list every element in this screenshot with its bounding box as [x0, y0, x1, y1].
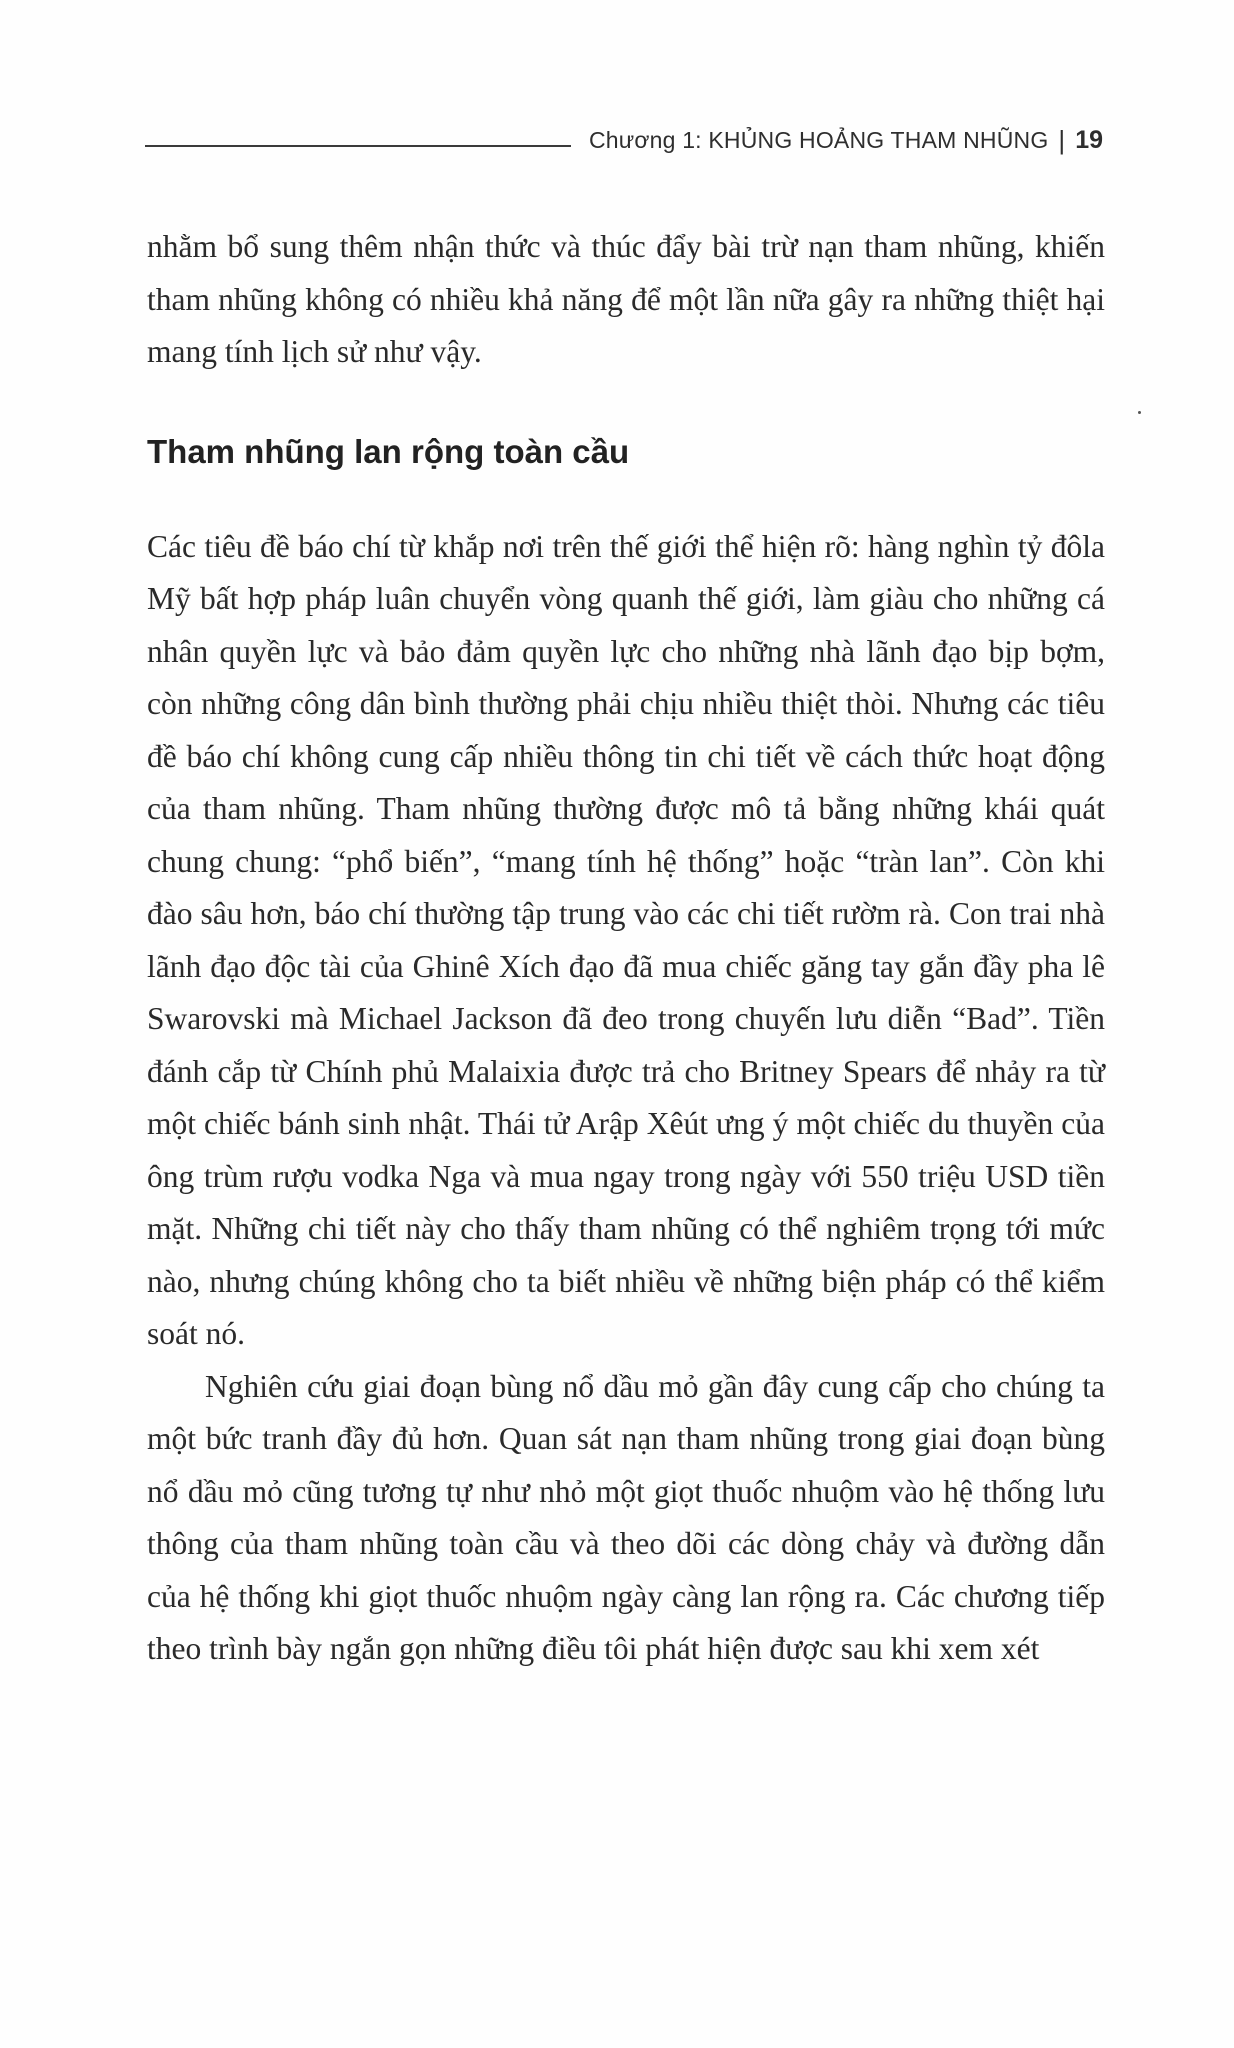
header-rule — [145, 145, 571, 147]
chapter-title: Chương 1: KHỦNG HOẢNG THAM NHŨNG — [588, 126, 1049, 153]
page-number: 19 — [1075, 125, 1103, 154]
paragraph: Các tiêu đề báo chí từ khắp nơi trên thế giới thể hiện rõ: hàng nghìn tỷ đôla Mỹ bất hợp pháp luân chuyển vòng quanh thế giới, làm giàu cho những cá nhân quyền lực và bảo đảm quyền lực cho những nhà lãnh đạo bịp bợm, còn những công dân bình thường phải chịu nhiều thiệt thòi. Nhưng các tiêu đề báo chí không cung cấp nhiều thông tin chi tiết về cách thức hoạt động của tham nhũng. Tham nhũng thường được mô tả bằng những khái quát chung chung: “phổ biến”, “mang tính hệ thống” hoặc “tràn lan”. Còn khi đào sâu hơn, báo chí thường tập trung vào các chi tiết rườm rà. Con trai nhà lãnh đạo độc tài của Ghinê Xích đạo đã mua chiếc găng tay gắn đầy pha lê Swarovski mà Michael Jackson đã đeo trong chuyến lưu diễn “Bad”. Tiền đánh cắp từ Chính phủ Malaixia được trả cho Britney Spears để nhảy ra từ một chiếc bánh sinh nhật. Thái tử Arập Xêút ưng ý một chiếc du thuyền của ông trùm rượu vodka Nga và mua ngay trong ngày với 550 triệu USD tiền mặt. Những chi tiết này cho thấy tham nhũng có thể nghiêm trọng tới mức nào, nhưng chúng không cho ta biết nhiều về những biện pháp có thể kiểm soát nó. — [147, 528, 1105, 1351]
paragraph-continued: nhằm bổ sung thêm nhận thức và thúc đẩy bài trừ nạn tham nhũng, khiến tham nhũng không có nhiều khả năng để một lần nữa gây ra những thiệt hại mang tính lịch sử như vậy. — [147, 229, 1105, 369]
section-heading: Tham nhũng lan rộng toàn cầu — [147, 432, 630, 470]
header-separator: | — [1058, 124, 1066, 155]
running-header — [145, 120, 1103, 160]
page-content — [147, 221, 1105, 1676]
paragraph: Nghiên cứu giai đoạn bùng nổ dầu mỏ gần đây cung cấp cho chúng ta một bức tranh đầy đủ hơn. Quan sát nạn tham nhũng trong giai đoạn bùng nổ dầu mỏ cũng tương tự như nhỏ một giọt thuốc nhuộm vào hệ thống lưu thông của tham nhũng toàn cầu và theo dõi các dòng chảy và đường dẫn của hệ thống khi giọt thuốc nhuộm ngày càng lan rộng ra. Các chương tiếp theo trình bày ngắn gọn những điều tôi phát hiện được sau khi xem xét — [147, 1368, 1105, 1666]
print-speck — [1138, 411, 1141, 414]
